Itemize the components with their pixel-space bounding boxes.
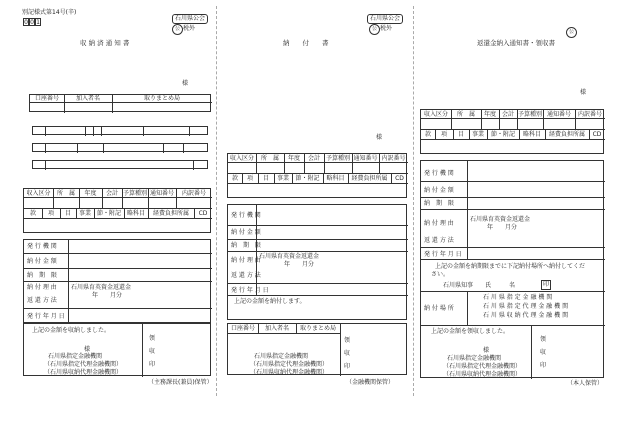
addressee-sama: 様 bbox=[182, 80, 189, 87]
row3-deadline: 納 期 限 bbox=[424, 200, 455, 207]
row3-reason: 納 付 理 由 bbox=[424, 220, 454, 227]
hdr-year: 年度 bbox=[84, 190, 97, 197]
hdr3-moku: 目 bbox=[457, 131, 464, 138]
bank3-sub1: （石川県指定代理金融機関） bbox=[443, 363, 522, 370]
method-value: 年 月分 bbox=[92, 292, 123, 299]
account-table-3 bbox=[420, 109, 604, 154]
hdr3-year: 年度 bbox=[483, 111, 496, 118]
hdr2-project: 事業 bbox=[276, 175, 289, 182]
bank-name: 石川県指定金融機関 bbox=[48, 353, 103, 360]
hdr3-cd: CD bbox=[592, 131, 602, 138]
form-id: 別記様式第14号(辛) bbox=[22, 9, 77, 16]
row-issuer: 発 行 機 関 bbox=[27, 243, 57, 250]
section1-title: 収 納 済 通 知 書 bbox=[80, 39, 130, 47]
hdr2-moku: 目 bbox=[262, 175, 269, 182]
row3-amount: 納 付 金 額 bbox=[424, 187, 454, 194]
hdr3-income-type: 収入区分 bbox=[423, 111, 448, 118]
form-digit-3: 1 bbox=[36, 19, 40, 26]
label2-collection-office: 取りまとめ局 bbox=[299, 325, 336, 332]
hdr3-budget-type: 予算種別 bbox=[517, 111, 542, 118]
receipt-seal-label: 領収印 bbox=[148, 335, 155, 368]
label-subscriber-name: 加入者名 bbox=[75, 95, 100, 102]
bank2-name: 石川県指定金融機関 bbox=[254, 353, 309, 360]
seal-icon-3: 公 bbox=[566, 27, 577, 38]
hdr-account: 会計 bbox=[105, 190, 118, 197]
hdr-kou: 項 bbox=[47, 210, 54, 217]
hdr3-kan: 款 bbox=[424, 131, 431, 138]
hdr2-section: 節・附記 bbox=[295, 175, 320, 182]
row-reason: 納 付 理 由 bbox=[27, 284, 57, 291]
governor-seal: 印 bbox=[542, 281, 549, 288]
received-sama-3: 様 bbox=[483, 347, 490, 354]
hdr3-account: 会計 bbox=[501, 111, 514, 118]
label2-account-number: 口座番号 bbox=[230, 325, 255, 332]
governor-name: 石川県知事 氏 名 bbox=[443, 282, 516, 289]
hdr2-notice-no: 通知番号 bbox=[353, 155, 378, 162]
paid-text: 上記の金額を納付します。 bbox=[234, 298, 306, 305]
received-text-3: 上記の金額を領収しました。 bbox=[431, 328, 510, 335]
hdr3-section: 節・附記 bbox=[490, 131, 515, 138]
bank2-sub2: （石川県収納代理金融機関） bbox=[250, 369, 329, 376]
hdr2-kan: 款 bbox=[231, 175, 238, 182]
row-amount: 納 付 金 額 bbox=[27, 258, 57, 265]
hdr2-income-type: 収入区分 bbox=[229, 155, 254, 162]
hdr2-account: 会計 bbox=[307, 155, 320, 162]
hdr2-year: 年度 bbox=[287, 155, 300, 162]
hdr3-dept: 所 属 bbox=[456, 111, 475, 118]
hdr2-dept: 所 属 bbox=[260, 155, 279, 162]
hdr3-kou: 項 bbox=[440, 131, 447, 138]
payment-place-label: 納 付 場 所 bbox=[424, 305, 454, 312]
bank3-name: 石川県指定金融機関 bbox=[447, 355, 502, 362]
hdr2-detail-no: 内訳番号 bbox=[381, 155, 406, 162]
form-digit-1: 0 bbox=[24, 19, 28, 26]
details-table-3 bbox=[420, 160, 604, 378]
issuer-stamp: 石川県公会 bbox=[172, 14, 208, 24]
footer-1: （主務課長(兼員)保管） bbox=[148, 379, 213, 386]
row3-issue-date: 発 行 年 月 日 bbox=[424, 251, 462, 258]
bank-block-2 bbox=[227, 323, 407, 375]
code-box-2 bbox=[32, 143, 208, 152]
bank-sub2: （石川県収納代理金融機関） bbox=[44, 369, 123, 376]
row2-issue-date: 発 行 年 月 日 bbox=[231, 287, 269, 294]
row2-amount: 納 付 金 額 bbox=[231, 229, 261, 236]
label2-subscriber-name: 加入者名 bbox=[264, 325, 289, 332]
hdr-dept: 所 属 bbox=[56, 190, 75, 197]
hdr-detail-no: 内訳番号 bbox=[181, 190, 206, 197]
row2-reason: 納 付 理 由 bbox=[231, 257, 261, 264]
tax-free-label-2: 税外 bbox=[380, 25, 393, 32]
received-sama: 様 bbox=[84, 346, 91, 353]
received-block bbox=[23, 323, 211, 376]
issuer-stamp-2: 石川県公会 bbox=[367, 14, 403, 24]
reason-value: 石川県育英資金返還金 bbox=[71, 284, 132, 291]
hdr3-expense: 経費負担所属 bbox=[548, 131, 585, 138]
hdr-expense: 経費負担所属 bbox=[152, 210, 189, 217]
form-digit-2: 0 bbox=[30, 19, 34, 26]
footer-3: （本人保管） bbox=[567, 380, 604, 387]
hdr-notice-no: 通知番号 bbox=[149, 190, 174, 197]
hdr3-detail-no: 内訳番号 bbox=[577, 111, 602, 118]
reason3-value: 石川県育英資金返還金 bbox=[470, 216, 531, 223]
row2-method: 返 還 方 法 bbox=[231, 272, 261, 279]
tax-free-label: 税外 bbox=[183, 25, 196, 32]
method3-value: 年 月分 bbox=[487, 224, 518, 231]
addressee-sama-3: 様 bbox=[580, 89, 587, 96]
label-account-number: 口座番号 bbox=[34, 95, 59, 102]
payment-place-1: 石 川 県 指 定 金 融 機 関 bbox=[483, 294, 553, 301]
hdr-cd: CD bbox=[198, 210, 208, 217]
header-labels-box bbox=[29, 94, 211, 112]
row-method: 返 還 方 法 bbox=[27, 297, 57, 304]
code-box-3 bbox=[32, 160, 208, 169]
code-box-1 bbox=[32, 126, 208, 135]
payment-place-2: 石 川 県 指 定 代 理 金 融 機 関 bbox=[483, 303, 569, 310]
hdr-kan: 款 bbox=[29, 210, 36, 217]
hdr-project: 事業 bbox=[78, 210, 91, 217]
seal-icon-2: 公 bbox=[369, 24, 380, 35]
hdr-income-type: 収入区分 bbox=[26, 190, 51, 197]
bank-sub1: （石川県指定代理金融機関） bbox=[44, 361, 123, 368]
hdr3-project: 事業 bbox=[471, 131, 484, 138]
perforation-right bbox=[413, 6, 414, 396]
receipt-seal-label-2: 領収印 bbox=[343, 337, 350, 370]
row3-issuer: 発 行 機 関 bbox=[424, 170, 454, 177]
hdr2-cd: CD bbox=[395, 175, 404, 182]
bank2-sub1: （石川県指定代理金融機関） bbox=[250, 361, 329, 368]
notice-text: 上記の金額を納期限までに下記納付場所へ納付してくだ bbox=[435, 263, 586, 270]
payment-place-3: 石 川 県 収 納 代 理 金 融 機 関 bbox=[483, 312, 569, 319]
row2-deadline: 納 期 限 bbox=[231, 242, 262, 249]
received-text: 上記の金額を収納しました。 bbox=[32, 327, 111, 334]
hdr2-expense: 経費負担所属 bbox=[351, 175, 388, 182]
addressee-sama-2: 様 bbox=[376, 134, 383, 141]
row3-method: 返 還 方 法 bbox=[424, 237, 454, 244]
hdr2-budget-type: 予算種別 bbox=[325, 155, 350, 162]
reason2-value: 石川県育英資金返還金 bbox=[259, 253, 320, 260]
row-deadline: 納 期 限 bbox=[27, 272, 58, 279]
label-collection-office: 取りまとめ局 bbox=[143, 95, 180, 102]
section3-title: 返還金納入通知書・領収書 bbox=[477, 39, 555, 47]
section2-title: 納 付 書 bbox=[283, 39, 329, 47]
account-table-2 bbox=[227, 153, 407, 198]
footer-2: （金融機関保管） bbox=[346, 379, 395, 386]
row2-issuer: 発 行 機 関 bbox=[231, 212, 261, 219]
bank3-sub2: （石川県収納代理金融機関） bbox=[443, 371, 522, 378]
hdr-moku: 目 bbox=[64, 210, 71, 217]
hdr2-kou: 項 bbox=[246, 175, 253, 182]
notice-text-2: さい。 bbox=[431, 271, 450, 278]
details-table-2 bbox=[227, 204, 407, 320]
method2-value: 年 月分 bbox=[284, 261, 315, 268]
perforation-left bbox=[216, 6, 217, 396]
hdr-budget-type: 予算種別 bbox=[122, 190, 147, 197]
hdr-abbr: 略科目 bbox=[126, 210, 145, 217]
details-table bbox=[23, 239, 211, 323]
seal-icon: 公 bbox=[172, 24, 183, 35]
hdr3-abbr: 略科目 bbox=[522, 131, 541, 138]
hdr-section: 節・附記 bbox=[96, 210, 121, 217]
account-table bbox=[23, 188, 211, 233]
receipt-seal-label-3: 領収印 bbox=[539, 336, 546, 369]
hdr3-notice-no: 通知番号 bbox=[546, 111, 571, 118]
hdr2-abbr: 略科目 bbox=[326, 175, 345, 182]
row-issue-date: 発 行 年 月 日 bbox=[27, 313, 65, 320]
